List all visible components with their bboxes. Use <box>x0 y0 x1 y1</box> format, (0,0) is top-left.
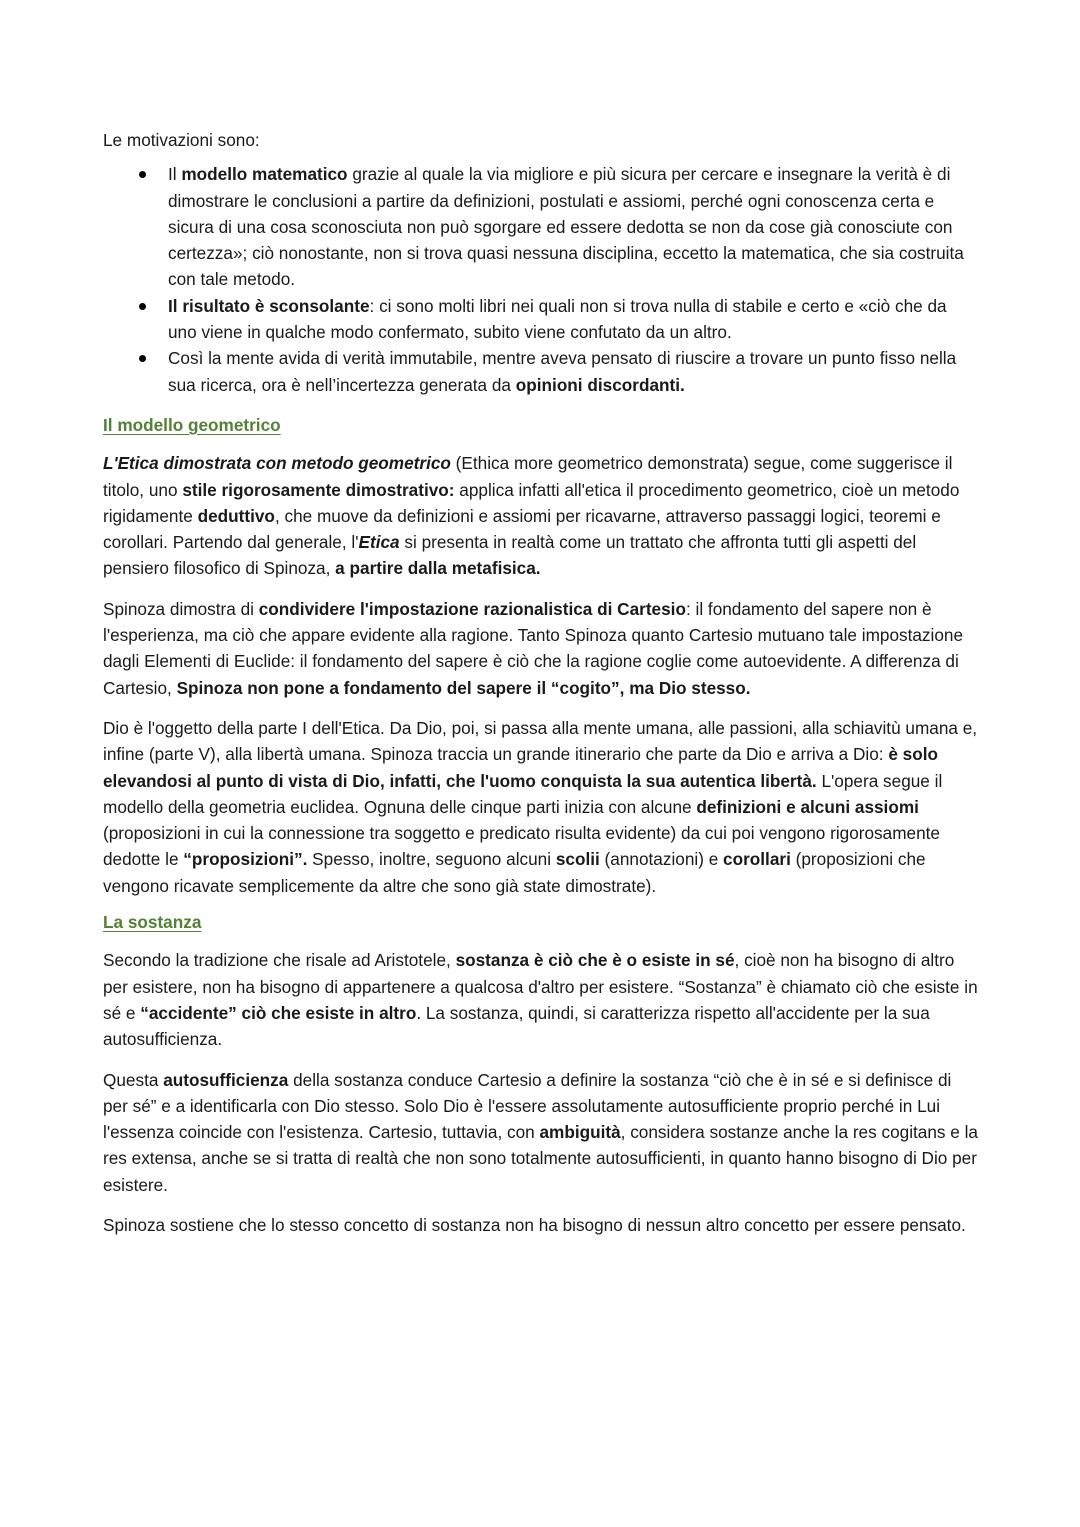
list-item-text: Il modello matematico grazie al quale la via migliore e più sicura per cercare e insegnare la verità è di dimostrare le conclusioni a partire da definizioni, postulati e assiomi, perché ogni conoscenza certa e sicura di una cosa sconosciuta non può sgorgare ed essere dedotta se non da cose già conosciute con certezza»; ciò nonostante, non si trova quasi nessuna disciplina, eccetto la matematica, che sia costruita con tale metodo. <box>168 164 964 290</box>
bold-text: sostanza è ciò che è o esiste in sé <box>455 950 735 971</box>
bold-text: autosufficienza <box>163 1069 289 1090</box>
bold-text: scolii <box>555 849 600 870</box>
paragraph: Dio è l'oggetto della parte I dell'Etica. Da Dio, poi, si passa alla mente umana, alle passioni, alla schiavitù umana e, infine (parte V), alla libertà umana. Spinoza traccia un grande itinerario che parte da Dio e arriva a Dio: è solo elevandosi al punto di vista di Dio, infatti, che l'uomo conquista la sua autentica libertà. L'opera segue il modello della geometria euclidea. Ognuna delle cinque parti inizia con alcune definizioni e alcuni assiomi (proposizioni in cui la connessione tra soggetto e predicato risulta evidente) da cui poi vengono rigorosamente dedotte le “proposizioni”. Spesso, inoltre, seguono alcuni scolii (annotazioni) e corollari (proposizioni che vengono ricavate semplicemente da altre che sono già state dimostrate). <box>103 717 978 896</box>
bold-text: a partire dalla metafisica. <box>335 558 541 579</box>
bold-text: ambiguità <box>539 1122 621 1143</box>
list-item <box>168 161 979 292</box>
bold-text: definizioni e alcuni assiomi <box>696 796 919 817</box>
list-item <box>168 345 979 398</box>
bold-text: Il risultato è sconsolante <box>168 295 370 316</box>
bold-text: opinioni discordanti. <box>515 374 685 395</box>
bold-text: stile rigorosamente dimostrativo: <box>182 479 455 500</box>
paragraph: Secondo la tradizione che risale ad Aristotele, sostanza è ciò che è o esiste in sé, cioè non ha bisogno di altro per esistere, non ha bisogno di appartenere a qualcosa d'altro per esistere. “Sostanza” è chiamato ciò che esiste in sé e “accidente” ciò che esiste in altro. La sostanza, quindi, si caratterizza rispetto all'accidente per la sua autosufficienza. <box>103 950 978 1050</box>
bullet-icon <box>139 355 146 362</box>
section-heading-modello-geometrico: Il modello geometrico <box>103 414 281 435</box>
motivations-list <box>103 161 979 398</box>
document-page <box>103 127 979 1252</box>
paragraph: Questa autosufficienza della sostanza conduce Cartesio a definire la sostanza “ciò che è in sé e si definisce di per sé” e a identificarla con Dio stesso. Solo Dio è l'essere assolutamente autosufficiente proprio perché in Lui l'essenza coincide con l'esistenza. Cartesio, tuttavia, con ambiguità, considera sostanze anche la res cogitans e la res extensa, anche se si tratta di realtà che non sono totalmente autosufficienti, in quanto hanno bisogno di Dio per esistere. <box>103 1069 978 1195</box>
paragraph: Spinoza dimostra di condividere l'impostazione razionalistica di Cartesio: il fondamento del sapere non è l'esperienza, ma ciò che appare evidente alla ragione. Tanto Spinoza quanto Cartesio mutuano tale impostazione dagli Elementi di Euclide: il fondamento del sapere è ciò che la ragione coglie come autoevidente. A differenza di Cartesio, Spinoza non pone a fondamento del sapere il “cogito”, ma Dio stesso. <box>103 598 964 698</box>
bold-text: deduttivo <box>197 505 275 526</box>
bold-text: modello matematico <box>181 164 348 185</box>
list-item <box>168 293 979 346</box>
bold-text: “proposizioni”. <box>183 849 308 870</box>
bold-italic-text: Etica <box>358 532 400 553</box>
bold-text: “accidente” ciò che esiste in altro <box>140 1002 417 1023</box>
intro-text: Le motivazioni sono: <box>103 130 260 150</box>
section-heading-sostanza: La sostanza <box>103 912 202 933</box>
bold-italic-text: L'Etica dimostrata con metodo geometrico <box>103 453 451 474</box>
bullet-icon <box>139 303 146 310</box>
bold-text: Spinoza non pone a fondamento del sapere il “cogito”, ma Dio stesso. <box>176 677 751 698</box>
paragraph: L'Etica dimostrata con metodo geometrico (Ethica more geometrico demonstrata) segue, come suggerisce il titolo, uno stile rigorosamente dimostrativo: applica infatti all'etica il procedimento geometrico, cioè un metodo rigidamente deduttivo, che muove da definizioni e assiomi per ricavarne, attraverso passaggi logici, teoremi e corollari. Partendo dal generale, l'Etica si presenta in realtà come un trattato che affronta tutti gli aspetti del pensiero filosofico di Spinoza, a partire dalla metafisica. <box>103 453 960 579</box>
list-item-text: Così la mente avida di verità immutabile, mentre aveva pensato di riuscire a trovare un punto fisso nella sua ricerca, ora è nell’incertezza generata da opinioni discordanti. <box>168 348 957 395</box>
paragraph: Spinoza sostiene che lo stesso concetto di sostanza non ha bisogno di nessun altro concetto per essere pensato. <box>103 1214 966 1235</box>
list-item-text: Il risultato è sconsolante: ci sono molti libri nei quali non si trova nulla di stabile e certo e «ciò che da uno viene in qualche modo confermato, subito viene confutato da un altro. <box>168 295 947 343</box>
bold-text: corollari <box>723 849 791 870</box>
bold-text: condividere l'impostazione razionalistica di Cartesio <box>258 598 686 619</box>
bold-text: è solo elevandosi al punto di vista di Dio, infatti, che l'uomo conquista la sua autentica libertà. <box>103 744 938 791</box>
bullet-icon <box>139 171 146 178</box>
